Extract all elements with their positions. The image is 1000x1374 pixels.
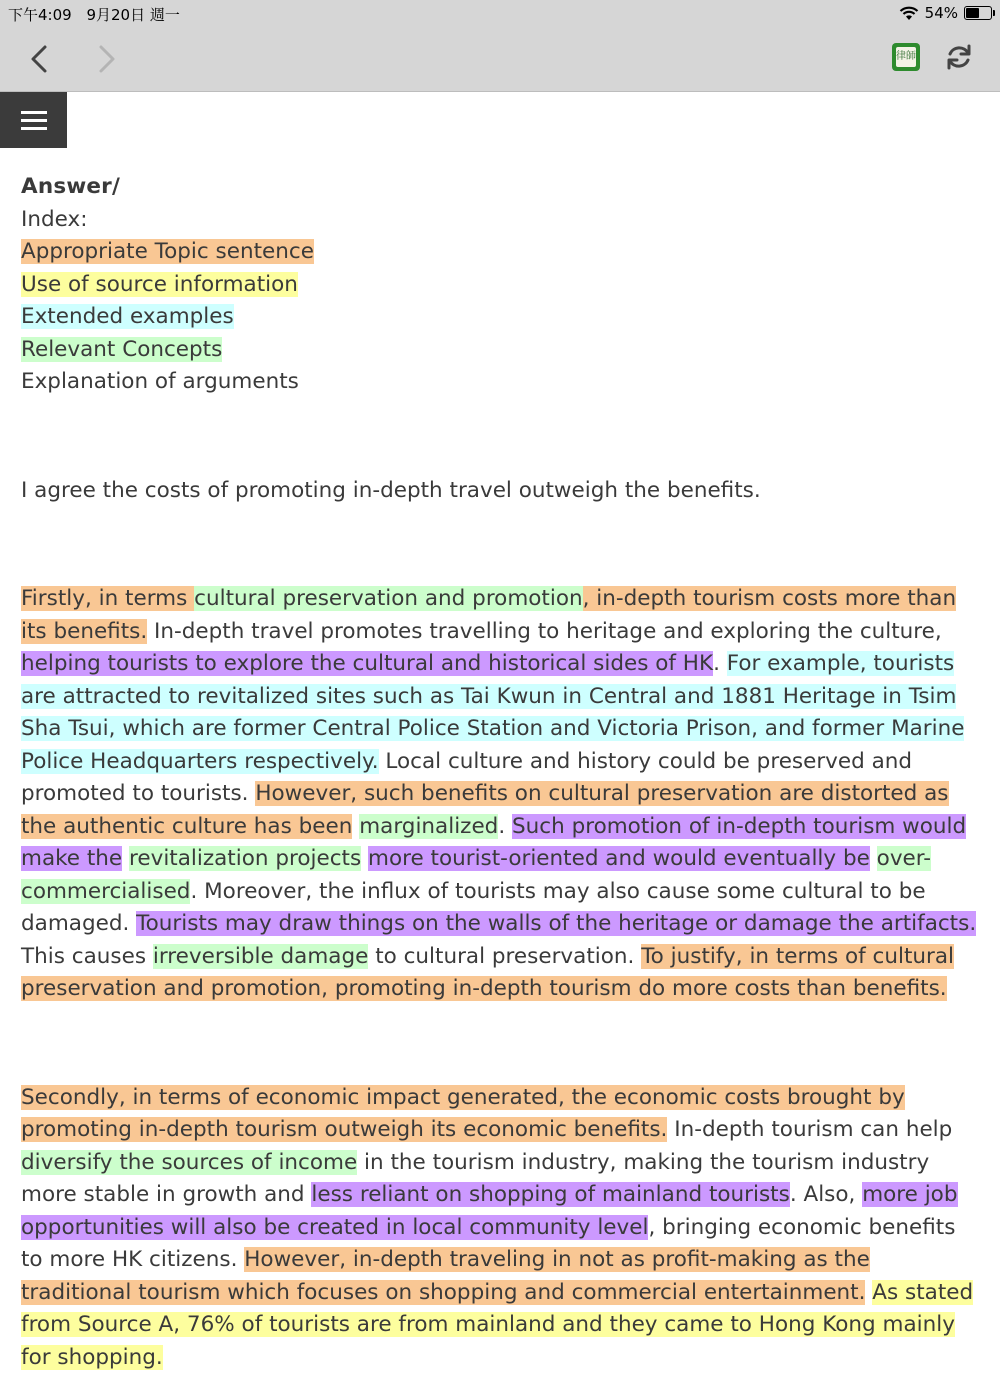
concept-segment: revitalization projects <box>129 846 361 871</box>
plain-segment: in the tourism industry, making the tourism industry more stable in growth and <box>21 1150 929 1208</box>
legend-label: Relevant Concepts <box>21 337 222 362</box>
explanation-segment: helping tourists to explore the cultural and historical sides of HK <box>21 651 713 676</box>
menu-bar <box>21 111 47 114</box>
app-logo-text: 律師 <box>896 47 916 67</box>
plain-segment: . <box>498 814 512 839</box>
plain-segment: . Moreover, the influx of tourists may also cause some cultural to be damaged. <box>21 879 926 937</box>
topic-sentence-segment: Firstly, in terms <box>21 586 194 611</box>
plain-segment: , bringing economic benefits to more HK citizens. <box>21 1215 955 1273</box>
menu-bar <box>21 119 47 122</box>
plain-segment: Local culture and history could be preserved and promoted to tourists. <box>21 749 912 807</box>
legend-label: Extended examples <box>21 304 234 329</box>
battery-icon <box>964 6 992 20</box>
topic-sentence-segment: However, such benefits on cultural preservation are distorted as the authentic culture has been <box>21 781 949 839</box>
legend-item-topic-sentence <box>21 236 981 269</box>
plain-segment <box>122 846 129 871</box>
wifi-icon <box>899 6 919 21</box>
status-bar-left <box>8 4 190 25</box>
plain-segment <box>361 846 368 871</box>
answer-heading: Answer/ <box>21 171 981 204</box>
legend-item-relevant-concepts <box>21 334 981 367</box>
plain-segment: . <box>713 651 727 676</box>
plain-segment: to cultural preservation. <box>368 944 641 969</box>
concept-segment: diversify the sources of income <box>21 1150 357 1175</box>
plain-segment: . Also, <box>790 1182 862 1207</box>
topic-sentence-segment: However, in-depth traveling in not as profit-making as the traditional tourism which focuses on shopping and commercial entertainment. <box>21 1247 870 1305</box>
explanation-segment: Such promotion of in-depth tourism would make the <box>21 814 966 872</box>
explanation-segment: more job opportunities will also be created in local community level <box>21 1182 958 1240</box>
topic-sentence-segment: To justify, in terms of cultural preservation and promotion, promoting in-depth tourism do more costs than benefits. <box>21 944 954 1002</box>
status-bar <box>0 0 1000 28</box>
plain-segment: In-depth travel promotes travelling to heritage and exploring the culture, <box>147 619 942 644</box>
legend-label: Use of source information <box>21 272 298 297</box>
legend-label: Appropriate Topic sentence <box>21 239 314 264</box>
concept-segment: cultural preservation and promotion <box>194 586 582 611</box>
concept-segment: irreversible damage <box>153 944 369 969</box>
legend-item-source-information <box>21 269 981 302</box>
plain-segment <box>870 846 877 871</box>
hamburger-menu-button[interactable] <box>0 92 67 148</box>
intro-statement: I agree the costs of promoting in-depth travel outweigh the benefits. <box>21 475 981 508</box>
topic-sentence-segment: , in-depth tourism costs more than its benefits. <box>21 586 956 644</box>
refresh-icon[interactable] <box>944 42 974 72</box>
app-logo-icon[interactable] <box>892 43 920 71</box>
battery-percent: 54% <box>925 4 958 22</box>
paragraph-1 <box>21 583 981 1006</box>
status-time: 下午4:09 <box>8 6 72 24</box>
legend-label: Explanation of arguments <box>21 369 299 394</box>
source-segment: As stated from Source A, 76% of tourists are from mainland and they came to Hong Kong mainly for shopping. <box>21 1280 973 1370</box>
concept-segment: over-commercialised <box>21 846 931 904</box>
plain-segment: This causes <box>21 944 153 969</box>
legend-item-explanation <box>21 366 981 399</box>
legend-item-extended-examples <box>21 301 981 334</box>
status-date: 9月20日 週一 <box>86 6 179 24</box>
concept-segment: marginalized <box>359 814 498 839</box>
plain-segment: In-depth tourism can help <box>667 1117 952 1142</box>
explanation-segment: more tourist-oriented and would eventually be <box>368 846 870 871</box>
status-bar-right <box>899 4 992 22</box>
browser-toolbar <box>0 28 1000 92</box>
chevron-left-icon[interactable] <box>24 42 58 76</box>
example-segment: For example, tourists are attracted to revitalized sites such as Tai Kwun in Central and 1881 Heritage in Tsim Sha Tsui, which are former Central Police Station and Victoria Prison, and former Marine Police Headquarters respectively. <box>21 651 964 774</box>
answer-content <box>21 171 981 1374</box>
explanation-segment: Tourists may draw things on the walls of the heritage or damage the artifacts. <box>136 911 976 936</box>
index-label: Index: <box>21 204 981 237</box>
menu-bar <box>21 127 47 130</box>
paragraph-2 <box>21 1082 981 1374</box>
explanation-segment: less reliant on shopping of mainland tourists <box>311 1182 789 1207</box>
chevron-right-icon[interactable] <box>90 42 124 76</box>
topic-sentence-segment: Secondly, in terms of economic impact generated, the economic costs brought by promoting in-depth tourism outweigh its economic benefits. <box>21 1085 905 1143</box>
